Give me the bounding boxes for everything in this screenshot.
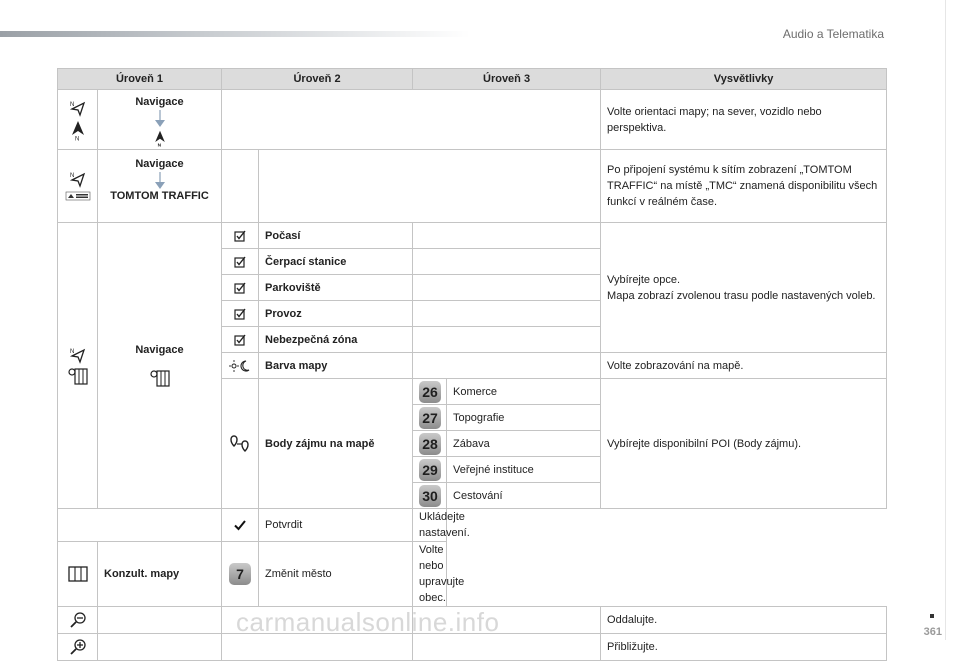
table-row-option [58, 223, 887, 249]
map-orientation-icon [68, 99, 88, 119]
checkmark-icon [234, 519, 246, 531]
svg-text:N: N [74, 136, 79, 141]
col-header-level3: Úroveň 3 [413, 69, 601, 90]
level1-icons [58, 223, 98, 509]
note-zoom-in: Přibližujte. [601, 634, 887, 661]
note-consult-map: Volte nebo upravujte obec. [413, 542, 447, 607]
svg-text:N: N [69, 172, 74, 179]
table-row-confirm [58, 509, 887, 542]
checkbox-icon [234, 256, 246, 268]
checkbox-icon [234, 282, 246, 294]
note-options: Vybírejte opce. Mapa zobrazí zvolenou trasu podle nastavených voleb. [601, 223, 887, 353]
table-header-row [58, 69, 887, 90]
poi-public-institutions[interactable]: Veřejné instituce [447, 457, 601, 483]
svg-text:N: N [69, 101, 74, 108]
header-title: Audio a Telematika [782, 27, 884, 41]
watermark: carmanualsonline.info [236, 607, 500, 637]
confirm-label[interactable]: Potvrdit [259, 509, 413, 542]
menu-table [57, 68, 887, 661]
level2-navigace-tomtom: Navigace TOMTOM TRAFFIC [98, 150, 222, 223]
note-zoom-out: Oddalujte. [601, 607, 887, 634]
poi-icon [228, 434, 252, 454]
option-traffic[interactable]: Provoz [259, 301, 413, 327]
option-parking[interactable]: Parkoviště [259, 275, 413, 301]
level1-icons [58, 90, 98, 150]
col-header-level2: Úroveň 2 [222, 69, 413, 90]
level2-navigace: Navigace [98, 223, 222, 509]
note-confirm: Ukládejte nastavení. [413, 509, 447, 542]
poi-entertainment[interactable]: Zábava [447, 431, 601, 457]
header-accent-bar [0, 31, 470, 37]
poi-label[interactable]: Body zájmu na mapě [259, 379, 413, 509]
map-orientation-icon [68, 346, 88, 366]
col-header-notes: Vysvětlivky [601, 69, 887, 90]
zoom-out-icon [68, 611, 88, 629]
note-poi: Vybírejte disponibilní POI (Body zájmu). [601, 379, 887, 509]
checkbox-icon [234, 334, 246, 346]
number-badge: 29 [419, 459, 441, 481]
note-tomtom: Po připojení systému k sítím zobrazení „TOMTOM TRAFFIC“ na místě „TMC“ znamená disponibilitu všech funkcí v reálném čase. [601, 150, 887, 223]
zoom-in-icon [68, 638, 88, 656]
level2-navigace-orientation: Navigace N [98, 90, 222, 150]
north-arrow-icon [68, 119, 88, 141]
number-badge: 27 [419, 407, 441, 429]
col-header-level1: Úroveň 1 [58, 69, 222, 90]
number-badge: 7 [229, 563, 251, 585]
number-badge: 30 [419, 485, 441, 507]
svg-text:N: N [69, 348, 74, 355]
svg-text:N: N [157, 143, 161, 148]
map-settings-icon [149, 368, 171, 388]
consult-map-label[interactable]: Konzult. mapy [98, 542, 222, 607]
page-marker [930, 614, 934, 618]
note-orientation: Volte orientaci mapy; na sever, vozidlo nebo perspektiva. [601, 90, 887, 150]
level1-icons [58, 150, 98, 223]
day-night-icon [229, 359, 251, 373]
table-row-consult-map [58, 542, 887, 607]
change-city-label[interactable]: Změnit město [259, 542, 413, 607]
checkbox-icon [234, 230, 246, 242]
page-number: 361 [923, 626, 942, 638]
table-row-orientation [58, 90, 887, 150]
map-settings-icon [67, 366, 89, 386]
poi-travel[interactable]: Cestování [447, 483, 601, 509]
poi-commerce[interactable]: Komerce [447, 379, 601, 405]
page-edge-rule [945, 0, 946, 640]
option-weather[interactable]: Počasí [259, 223, 413, 249]
number-badge: 28 [419, 433, 441, 455]
map-orientation-icon [68, 170, 88, 190]
note-map-color: Volte zobrazování na mapě. [601, 353, 887, 379]
map-icon [67, 565, 89, 583]
table-row-tomtom [58, 150, 887, 223]
checkbox-icon [234, 308, 246, 320]
map-color-label[interactable]: Barva mapy [259, 353, 413, 379]
tomtom-traffic-icon [65, 190, 91, 202]
arrow-down-icon [154, 172, 166, 190]
option-danger-zone[interactable]: Nebezpečná zóna [259, 327, 413, 353]
poi-topography[interactable]: Topografie [447, 405, 601, 431]
number-badge: 26 [419, 381, 441, 403]
north-arrow-icon [152, 128, 168, 148]
option-fuel-stations[interactable]: Čerpací stanice [259, 249, 413, 275]
arrow-down-icon [154, 110, 166, 128]
